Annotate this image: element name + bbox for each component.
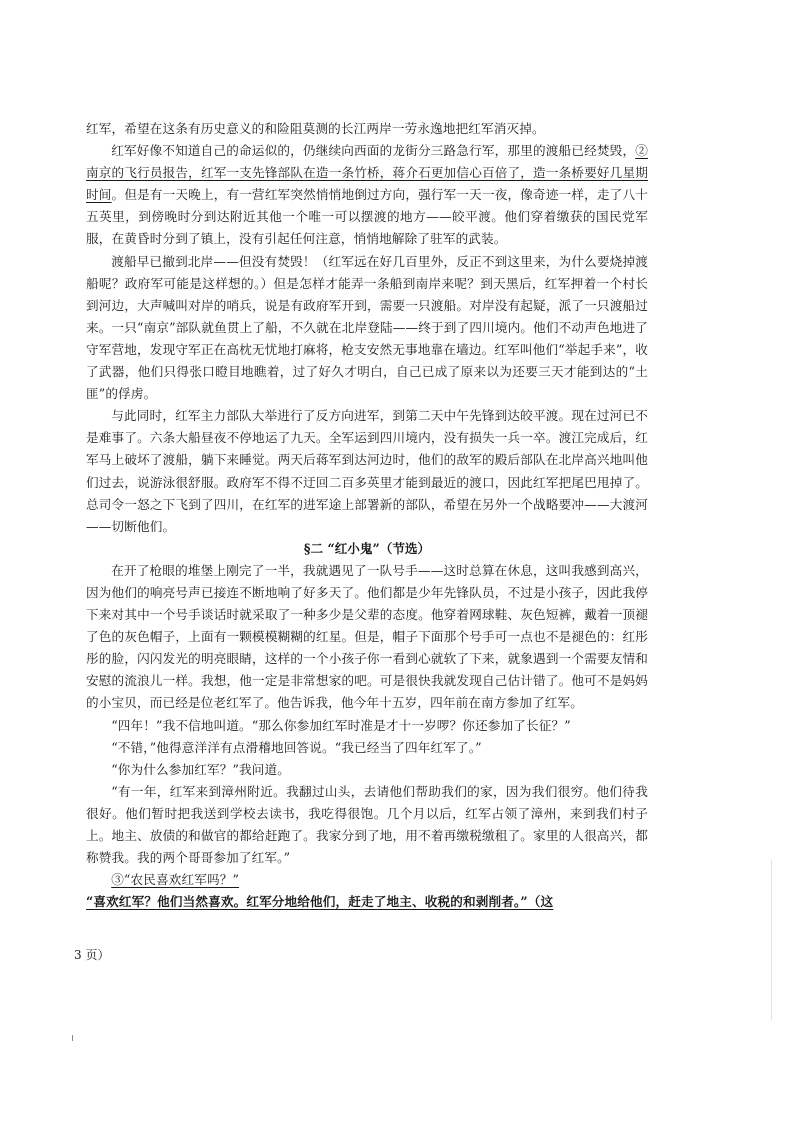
dialogue-4: “有一年，红军来到漳州附近。我翻过山头，去请他们帮助我们的家，因为我们很穷。他们待我很好。他们暂时把我送到学校去读书，我吃得很饱。几个月以后，红军占领了漳州，来到我们村子上。地主、放债的和做官的都给赶跑了。我家分到了地，用不着再缴税缴租了。家里的人很高兴，都称赞我。我的两个哥哥参加了红军。” <box>86 783 648 866</box>
paragraph-3: 渡船早已撤到北岸——但没有焚毁！（红军远在好几百里外，反正不到这里来，为什么要烧掉渡船呢？政府军可能是这样想的。）但是怎样才能弄一条船到南岸来呢？到天黑后，红军押着一个村长到河边，大声喊叫对岸的哨兵，说是有政府军开到，需要一只渡船。对岸没有起疑，派了一只渡船过来。一只“南京”部队就鱼贯上了船，不久就在北岸登陆——终于到了四川境内。他们不动声色地进了守军营地，发现守军正在高枕无忧地打麻将，枪支安然无事地靠在墙边。红军叫他们“举起手来”，收了武器，他们只得张口瞪目地瞧着，过了好久才明白，自己已成了原来以为还要三天才能到达的“土匪”的俘虏。 <box>86 253 648 402</box>
document-body <box>86 118 648 913</box>
scan-mark <box>72 1035 73 1041</box>
dialogue-3: “你为什么参加红军？”我问道。 <box>111 761 291 777</box>
paragraph-2-part-b: 。但是有一天晚上，有一营红军突然悄悄地倒过方向，强行军一天一夜，像奇迹一样，走了八十五英里，到傍晚时分到达附近其他一个唯一可以摆渡的地方——皎平渡。他们穿着缴获的国民党军服，在黄昏时分到了镇上，没有引起任何注意，悄悄地解除了驻军的武装。 <box>86 187 648 247</box>
underlined-sentence-2: ②南京的飞行员报告，红军一支先锋部队在造一条竹桥，蒋介石更加信心百倍了，造一条桥要好几星期时间 <box>86 143 648 203</box>
paragraph-4: 与此同时，红军主力部队大举进行了反方向进军，到第二天中午先锋到达皎平渡。现在过河已不是难事了。六条大船昼夜不停地运了九天。全军运到四川境内，没有损失一兵一卒。渡江完成后，红军马上破坏了渡船，躺下来睡觉。两天后蒋军到达河边时，他们的敌军的殿后部队在北岸高兴地叫他们过去，说游泳很舒服。政府军不得不迂回二百多英里才能到最近的渡口，因此红军把尾巴甩掉了。总司令一怒之下飞到了四川，在红军的进军途上部署新的部队，希望在另外一个战略要冲——大渡河——切断他们。 <box>86 408 648 534</box>
question-3 <box>86 869 648 891</box>
paragraph-1: 红军，希望在这条有历史意义的和险阻莫测的长江两岸一劳永逸地把红军消灭掉。 <box>86 121 545 136</box>
underlined-question-3: ③“农民喜欢红军吗？” <box>111 872 240 888</box>
dialogue-5: “喜欢红军？他们当然喜欢。红军分地给他们，赶走了地主、收税的和剥削者。”（这 <box>86 894 554 910</box>
dialogue-2: “不错，”他得意洋洋有点滑稽地回答说。“我已经当了四年红军了。” <box>111 739 482 755</box>
paragraph-2 <box>86 140 648 250</box>
dialogue-1: “四年！”我不信地叫道。“那么你参加红军时准是才十一岁啰？你还参加了长征？” <box>111 717 571 733</box>
page-number: 3 页） <box>74 948 110 962</box>
section-title: §二 “红小鬼”（节选） <box>303 540 431 556</box>
paragraph-2-part-a: 红军好像不知道自己的命运似的，仍继续向西面的龙街分三路急行军，那里的渡船已经焚毁， <box>111 143 636 159</box>
paragraph-5: 在开了枪眼的堆堡上刚完了一半，我就遇见了一队号手——这时总算在休息，这叫我感到高兴，因为他们的响亮号声已接连不断地响了好多天了。他们都是少年先锋队员，不过是小孩子，因此我停下来对其中一个号手谈话时就采取了一种多少是父辈的态度。他穿着网球鞋、灰色短裤，戴着一顶褪了色的灰色帽子，上面有一颗模模糊糊的红星。但是，帽子下面那个号手可一点也不是褪色的：红彤彤的脸，闪闪发光的明亮眼睛，这样的一个小孩子你一看到心就软了下来，就象遇到一个需要友情和安慰的流浪儿一样。我想，他一定是非常想家的吧。可是很快我就发现自己估计错了。他可不是妈妈的小宝贝，而已经是位老红军了。他告诉我，他今年十五岁，四年前在南方参加了红军。 <box>86 562 648 711</box>
scan-edge <box>771 860 772 1020</box>
